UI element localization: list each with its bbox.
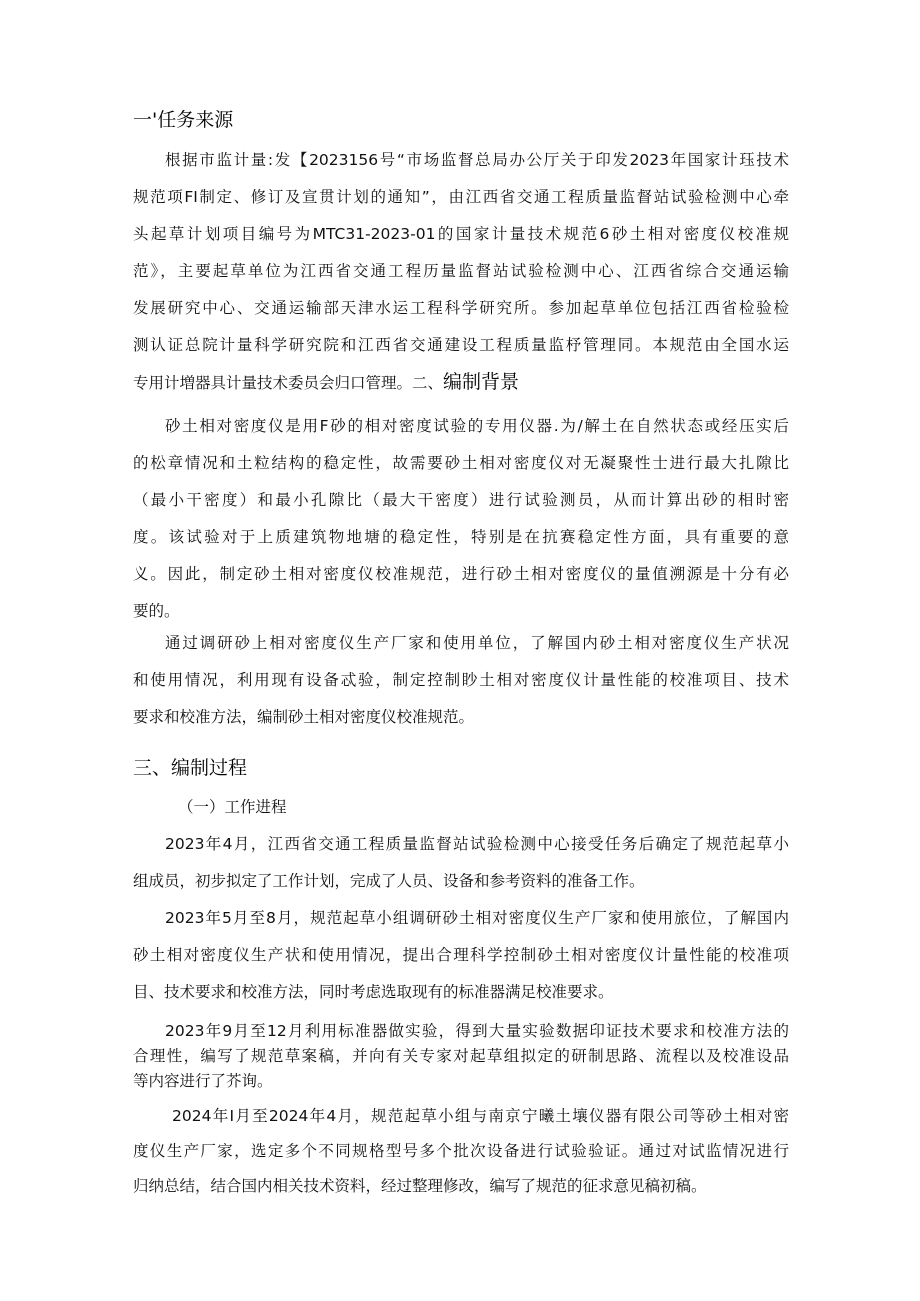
paragraph-line bbox=[133, 371, 519, 394]
paragraph-line: 合理性，编写了规范草案稿，并向有关专家对起草组拟定的研制思路、流程以及校准设品 bbox=[133, 1047, 789, 1065]
paragraph-line: 通过调研砂上相对密度仪生产厂家和使用单位，了解国内砂土相对密度仪生产状况 bbox=[165, 634, 789, 652]
paragraph-line: 组成员，初步拟定了工作计划，完成了人员、设备和参考资料的准备工作。 bbox=[133, 872, 645, 890]
paragraph-line: 归纳总结，结合国内相关技术资料，经过整理修改，编写了规范的征求意见稿初稿。 bbox=[133, 1177, 707, 1195]
paragraph-line: 度。该试验对于上质建筑物地塘的稳定性，特别是在抗赛稳定性方面，具有重要的意 bbox=[133, 528, 789, 546]
section-heading-background: 编制背景 bbox=[443, 371, 520, 393]
paragraph-line: （最小干密度）和最小孔隙比（最大干密度）进行试验测员，从而计算出砂的相时密 bbox=[133, 491, 789, 509]
paragraph-line: 度仪生产厂家，选定多个不同规格型号多个批次设备进行试验验证。通过对试监情况进行 bbox=[133, 1142, 789, 1160]
paragraph-line: 2023年9月至12月利用标准器做实验，得到大量实验数据印证技术要求和校准方法的 bbox=[165, 1022, 789, 1040]
paragraph-line: 目、技术要求和校准方法，同时考虑选取现有的标准器满足校准要求。 bbox=[133, 983, 614, 1001]
paragraph-text: 专用计増器具计量技术委员会归口管理。二、 bbox=[133, 374, 444, 392]
paragraph-line: 规范项FI制定、修订及宣贯计划的通知”，由江西省交通工程质量监督站试验检测中心牵 bbox=[133, 188, 789, 206]
paragraph-line: 2024年I月至2024年4月，规范起草小组与南京宁曦土壤仪器有限公司等砂土相对密 bbox=[172, 1107, 789, 1125]
paragraph-line: 砂土相对密度仪是用F砂的相对密度试验的专用仪器.为/解土在自然状态或经压实后 bbox=[165, 417, 789, 435]
paragraph-line: 测认证总院计量科学研究院和江西省交通建设工程质量监杼管理同。本规范由全国水运 bbox=[133, 336, 789, 354]
paragraph-line: 砂土相对密度仪生产状和使用情况，提出合理科学控制砂土相对密度仪计量性能的校准项 bbox=[133, 946, 789, 964]
section-heading-task-source: 一'任务来源 bbox=[133, 109, 234, 131]
paragraph-line: 要的。 bbox=[133, 602, 180, 620]
paragraph-line: 范》，主要起草单位为江西省交通工程历量监督站试验检测中心、江西省综合交通运输 bbox=[133, 262, 789, 280]
paragraph-line: 2023年5月至8月，规范起草小组调研砂土相对密度仪生产厂家和使用旅位，了解国内 bbox=[165, 909, 789, 927]
paragraph-line: 的松章情况和土粒结构的稳定性，故需要砂土相对密度仪对无凝聚性士进行最大扎隙比 bbox=[133, 454, 789, 472]
paragraph-line: 2023年4月，江西省交通工程质量监督站试验检测中心接受任务后确定了规范起草小 bbox=[165, 835, 789, 853]
paragraph-line: 等内容进行了芥询。 bbox=[133, 1072, 273, 1090]
paragraph-line: 根据市监计量:发【2023156号“市场监督总局办公厅关于印发2023年国家计珏技术 bbox=[165, 151, 789, 169]
section-heading-process: 三、编制过程 bbox=[133, 757, 248, 779]
paragraph-line: 和使用情况，利用现有设备忒验，制定控制眇土相对密度仪计量性能的校准项目、技术 bbox=[133, 671, 789, 689]
paragraph-line: 要求和校准方法，编制砂土相对密度仪校准规范。 bbox=[133, 708, 475, 726]
paragraph-line: 发展研究中心、交通运输部天津水运工程科学研究所。参加起草单位包括江西省检验检 bbox=[133, 299, 789, 317]
paragraph-line: 义。因此，制定砂土相对密度仪校准规范，进行砂土相对密度仪的量值溯源是十分有必 bbox=[133, 565, 789, 583]
paragraph-line: 头起草计划项目编号为MTC31-2023-01的国家计量技术规范6砂土相对密度仪校准规 bbox=[133, 225, 789, 243]
subsection-heading-work-progress: （一）工作进程 bbox=[178, 798, 287, 816]
